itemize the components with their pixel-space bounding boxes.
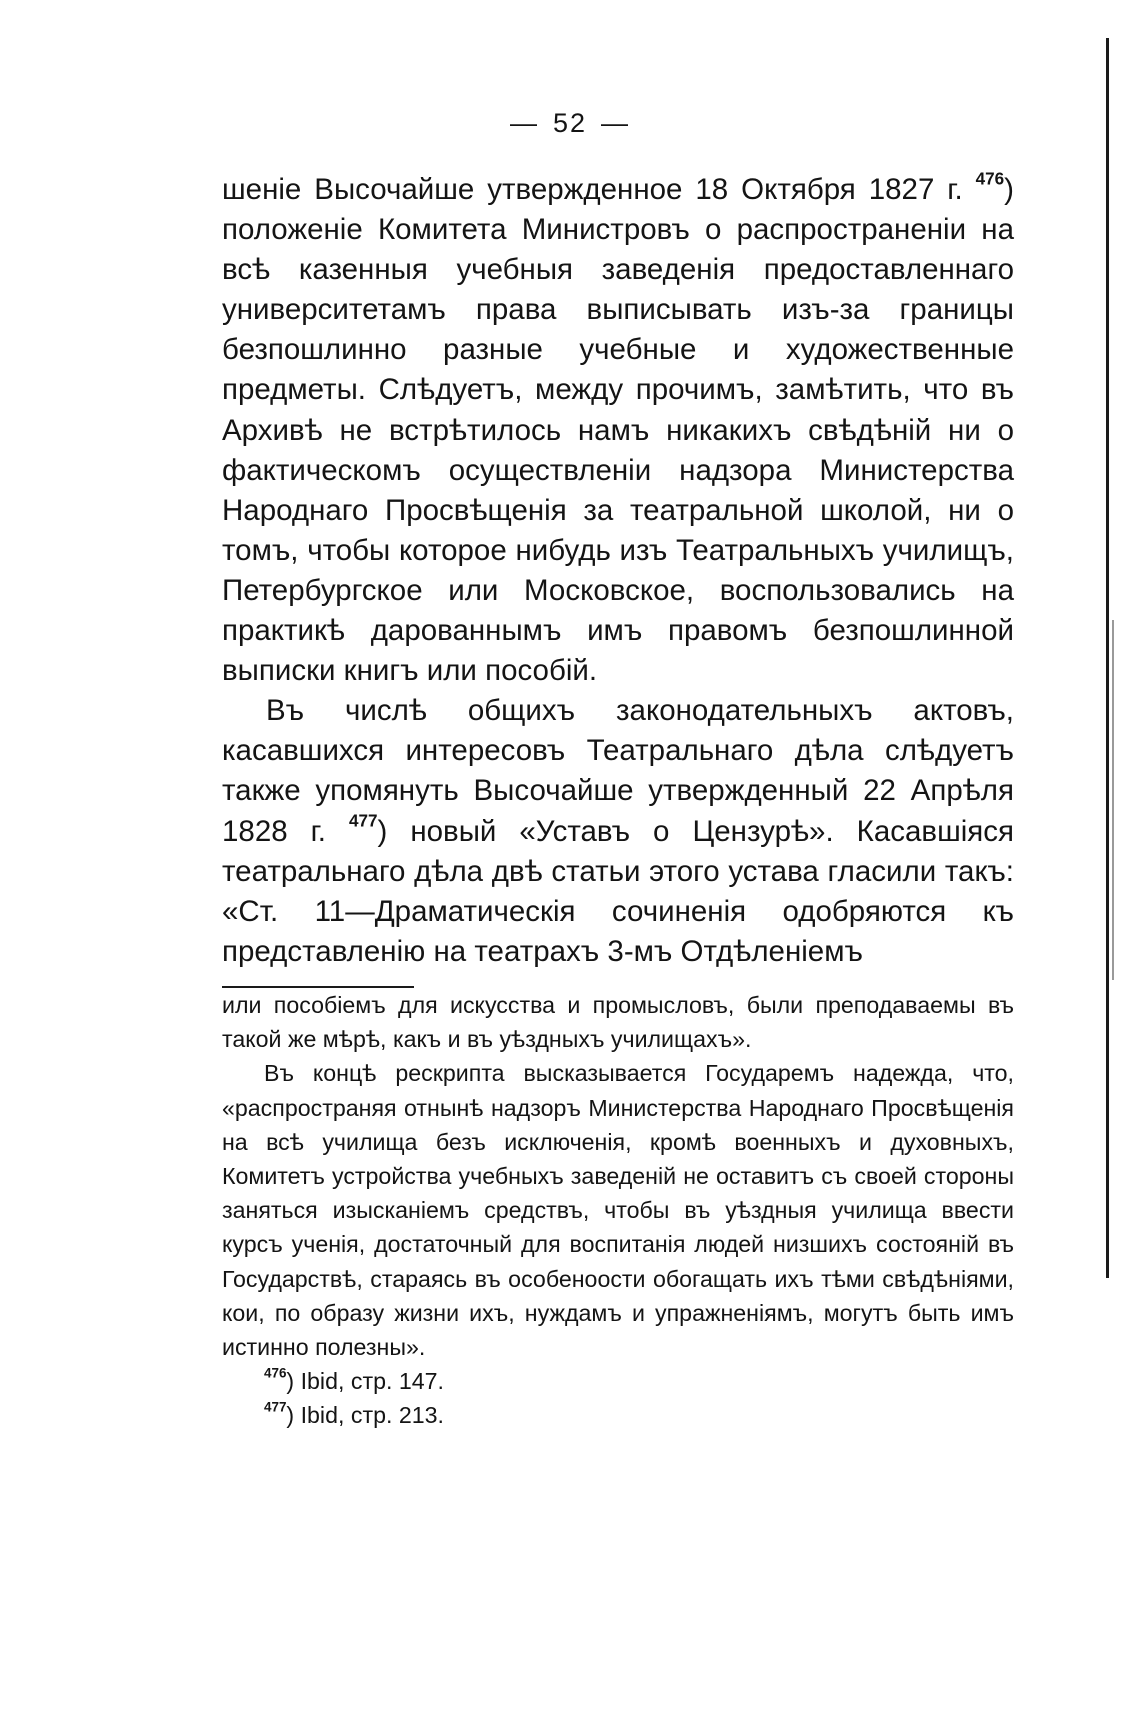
scan-edge-shadow	[1112, 620, 1114, 980]
footnote-text: ) Ibid, стр. 147.	[286, 1368, 444, 1395]
footnote-number: 476	[264, 1365, 287, 1381]
page-number-dash-left: —	[509, 108, 539, 138]
footnote-477	[222, 1398, 1014, 1432]
page-number-value: 52	[552, 108, 588, 138]
paragraph-1	[222, 170, 1014, 691]
paragraph-2	[222, 691, 1014, 972]
paragraph-1-text: шеніе Высочайше утвержденное 18 Октября 1827 г.	[222, 173, 976, 206]
paragraph-1-text: ) положеніе Комитета Министровъ о распространеніи на всѣ казенныя учебныя заведенія предоставленнаго университетамъ права выписывать изъ-за границы безпошлинно разные учебные и художественные предметы. Слѣдуетъ, между прочимъ, замѣтить, что въ Архивѣ не встрѣтилось намъ никакихъ свѣдѣній ни о фактическомъ осуществленіи надзора Министерства Народнаго Просвѣщенія за театральной школой, ни о томъ, чтобы которое нибудь изъ Театральныхъ училищъ, Петербургское или Московское, воспользовались на практикѣ дарованнымъ имъ правомъ безпошлинной выписки книгъ или пособій.	[222, 173, 1014, 688]
footnote-rescript: Въ концѣ рескрипта высказывается Государемъ надежда, что, «распространяя отнынѣ надзоръ Министерства Народнаго Просвѣщенія на всѣ училища безъ исключенія, кромѣ военныхъ и духовныхъ, Комитетъ устройства учебныхъ заведеній не оставитъ съ своей стороны заняться изысканіемъ средствъ, чтобы въ уѣздныя училища ввести курсъ ученія, достаточный для воспитанія людей низшихъ состояній въ Государствѣ, стараясь въ особеноости обогащать ихъ тѣми свѣдѣніями, кои, по образу жизни ихъ, нуждамъ и упражненіямъ, могутъ быть имъ истинно полезны».	[222, 1060, 1014, 1361]
paragraph-2-text: Въ числѣ общихъ законодательныхъ актовъ, касавшихся интересовъ Театральнаго дѣла слѣдуетъ также упомянуть Высочайше утвержденный 22 Апрѣля 1828 г.	[222, 694, 1014, 848]
main-text	[222, 170, 1014, 972]
footnote-continuation: или пособіемъ для искусства и промысловъ, были преподаваемы въ такой же мѣрѣ, какъ и въ уѣздныхъ училищахъ».	[222, 992, 1014, 1053]
footnote-476	[222, 1364, 1014, 1398]
footnote-number: 477	[264, 1400, 287, 1415]
page-number	[0, 108, 1140, 139]
page-number-dash-right: —	[601, 108, 631, 138]
scan-edge-line	[1106, 38, 1109, 1278]
footnote-ref-476: 476	[975, 169, 1005, 189]
footnote-ref-477: 477	[348, 810, 378, 830]
paragraph-2-text: ) новый «Уставъ о Цензурѣ». Касавшіяся театральнаго дѣла двѣ статьи этого устава гласили такъ: «Ст. 11—Драматическія сочиненія одобряются къ представленію на театрахъ 3-мъ Отдѣленіемъ	[222, 814, 1014, 968]
footnotes	[222, 988, 1014, 1433]
footnote-text: ) Ibid, стр. 213.	[286, 1402, 444, 1429]
